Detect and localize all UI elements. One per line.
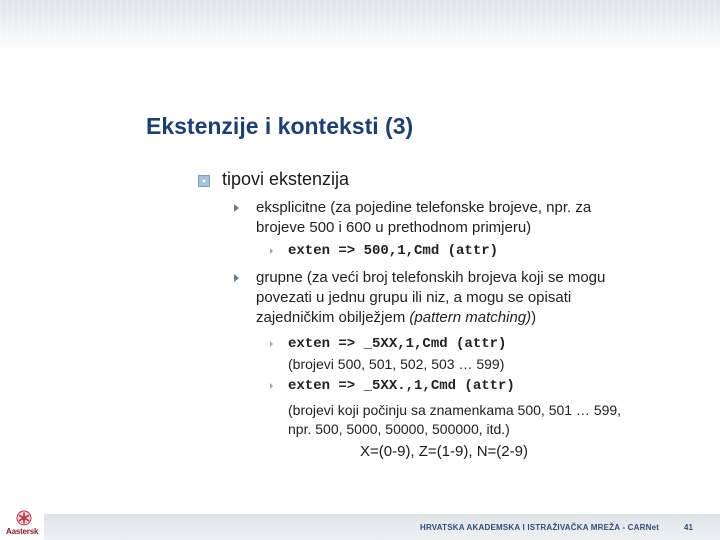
bullet-level1-text: tipovi ekstenzija bbox=[222, 169, 350, 189]
formula-text: X=(0-9), Z=(1-9), N=(2-9) bbox=[360, 443, 528, 460]
text-line: povezati u jednu grupu ili niz, a mogu se opisati bbox=[256, 289, 572, 306]
triangle-bullet-icon bbox=[234, 274, 239, 282]
logo-word: Aastersk bbox=[6, 527, 39, 536]
asterisk-logo bbox=[6, 510, 42, 540]
code-line: exten => 500,1,Cmd (attr) bbox=[288, 243, 499, 259]
asterisk-logo-icon bbox=[16, 510, 32, 526]
text-line: eksplicitne (za pojedine telefonske brojeve, npr. za bbox=[256, 199, 592, 216]
square-bullet-icon bbox=[198, 175, 210, 187]
bullet-level1 bbox=[198, 169, 349, 190]
small-bullet-icon bbox=[270, 341, 273, 347]
text-plain: zajedničkim obilježjem bbox=[256, 309, 410, 326]
triangle-bullet-icon bbox=[234, 204, 239, 212]
bullet-group-text bbox=[256, 268, 696, 328]
header-band bbox=[0, 0, 720, 50]
text-italic: (pattern matching) bbox=[409, 309, 532, 326]
code-line: exten => _5XX.,1,Cmd (attr) bbox=[288, 378, 515, 394]
text-line: grupne (za veći broj telefonskih brojeva koji se mogu bbox=[256, 269, 606, 286]
page-number: 41 bbox=[684, 523, 693, 532]
code-line: exten => _5XX,1,Cmd (attr) bbox=[288, 336, 507, 352]
small-bullet-icon bbox=[270, 383, 273, 389]
bullet-explicit-text bbox=[256, 198, 696, 238]
code-group-1-note: (brojevi 500, 501, 502, 503 … 599) bbox=[288, 356, 505, 372]
text-end: ) bbox=[531, 309, 537, 326]
text-line bbox=[256, 308, 696, 328]
footer-organization: HRVATSKA AKADEMSKA I ISTRAŽIVAČKA MREŽA - CARNet bbox=[420, 523, 660, 532]
text-line: brojeve 500 i 600 u prethodnom primjeru) bbox=[256, 219, 532, 236]
footer bbox=[0, 508, 720, 540]
code-group-2-note-line2: npr. 500, 5000, 50000, 500000, itd.) bbox=[288, 421, 510, 437]
slide-title: Ekstenzije i konteksti (3) bbox=[146, 113, 414, 139]
code-group-2-note-line1: (brojevi koji počinju sa znamenkama 500, 501 … 599, bbox=[288, 402, 622, 418]
small-bullet-icon bbox=[270, 248, 273, 254]
